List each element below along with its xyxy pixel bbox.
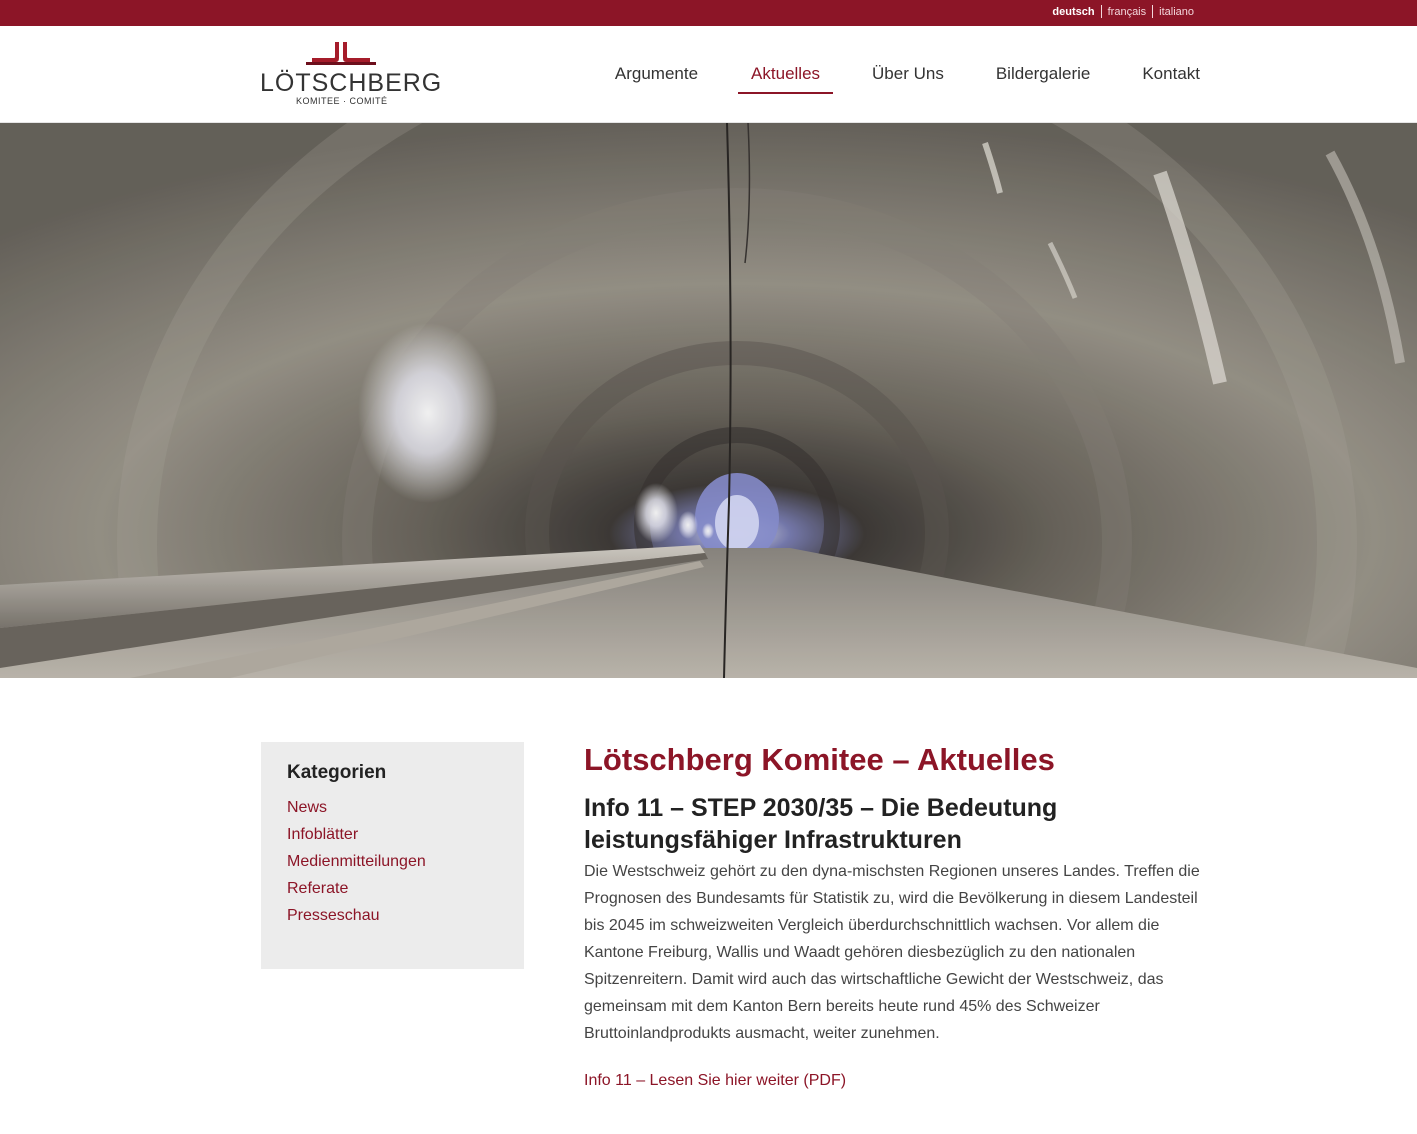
- article-title[interactable]: Info 11 – STEP 2030/35 – Die Bedeutung leistungsfähiger Infrastrukturen: [584, 794, 1058, 854]
- article-body: Die Westschweiz gehört zu den dyna-mischsten Regionen unseres Landes. Treffen die Prognosen des Bundesamts für Statistik zu, wird die Bevölkerung in diesem Landesteil bis 2045 im schweizweiten Vergleich überdurchschnittlich wachsen. Vor allem die Kantone Freiburg, Wallis und Waadt gehören diesbezüglich zu den nationalen Spitzenreitern. Damit wird auch das wirtschaftliche Gewicht der Westschweiz, das gemeinsam mit dem Kanton Bern bereits heute rund 45% des Schweizer Bruttoinlandprodukts ausmacht, weiter zunehmen.: [584, 863, 1200, 1042]
- nav-aktuelles[interactable]: Aktuelles: [738, 64, 833, 94]
- logo-mark-icon: [306, 40, 376, 66]
- category-presseschau[interactable]: Presseschau: [287, 907, 380, 924]
- tunnel-illustration: [0, 123, 1417, 678]
- language-bar: [0, 0, 1417, 26]
- logo-wordmark: LÖTSCHBERG: [260, 69, 443, 97]
- category-infoblaetter[interactable]: Infoblätter: [287, 826, 359, 843]
- lang-deutsch[interactable]: deutsch: [1052, 5, 1095, 18]
- main-nav: [563, 64, 1200, 94]
- site-header: [0, 26, 1417, 123]
- sidebar-title: Kategorien: [287, 762, 387, 783]
- hero-tunnel-image: [0, 123, 1417, 678]
- lang-francais[interactable]: français: [1107, 5, 1147, 18]
- site-logo[interactable]: [258, 40, 443, 110]
- nav-argumente[interactable]: Argumente: [614, 64, 699, 83]
- page-title: Lötschberg Komitee – Aktuelles: [584, 742, 1055, 777]
- read-more-pdf-link[interactable]: Info 11 – Lesen Sie hier weiter (PDF): [584, 1072, 847, 1089]
- category-news[interactable]: News: [287, 799, 328, 816]
- category-sidebar: [261, 742, 524, 969]
- lang-italiano[interactable]: italiano: [1159, 5, 1194, 18]
- main-content: [584, 742, 1204, 1090]
- language-switcher: [1046, 5, 1200, 18]
- nav-bildergalerie[interactable]: Bildergalerie: [995, 64, 1091, 83]
- category-referate[interactable]: Referate: [287, 880, 349, 897]
- logo-subline: KOMITEE · COMITÉ: [296, 96, 388, 106]
- nav-ueber-uns[interactable]: Über Uns: [872, 64, 944, 83]
- category-medienmitteilungen[interactable]: Medienmitteilungen: [287, 853, 426, 870]
- nav-kontakt[interactable]: Kontakt: [1142, 64, 1200, 83]
